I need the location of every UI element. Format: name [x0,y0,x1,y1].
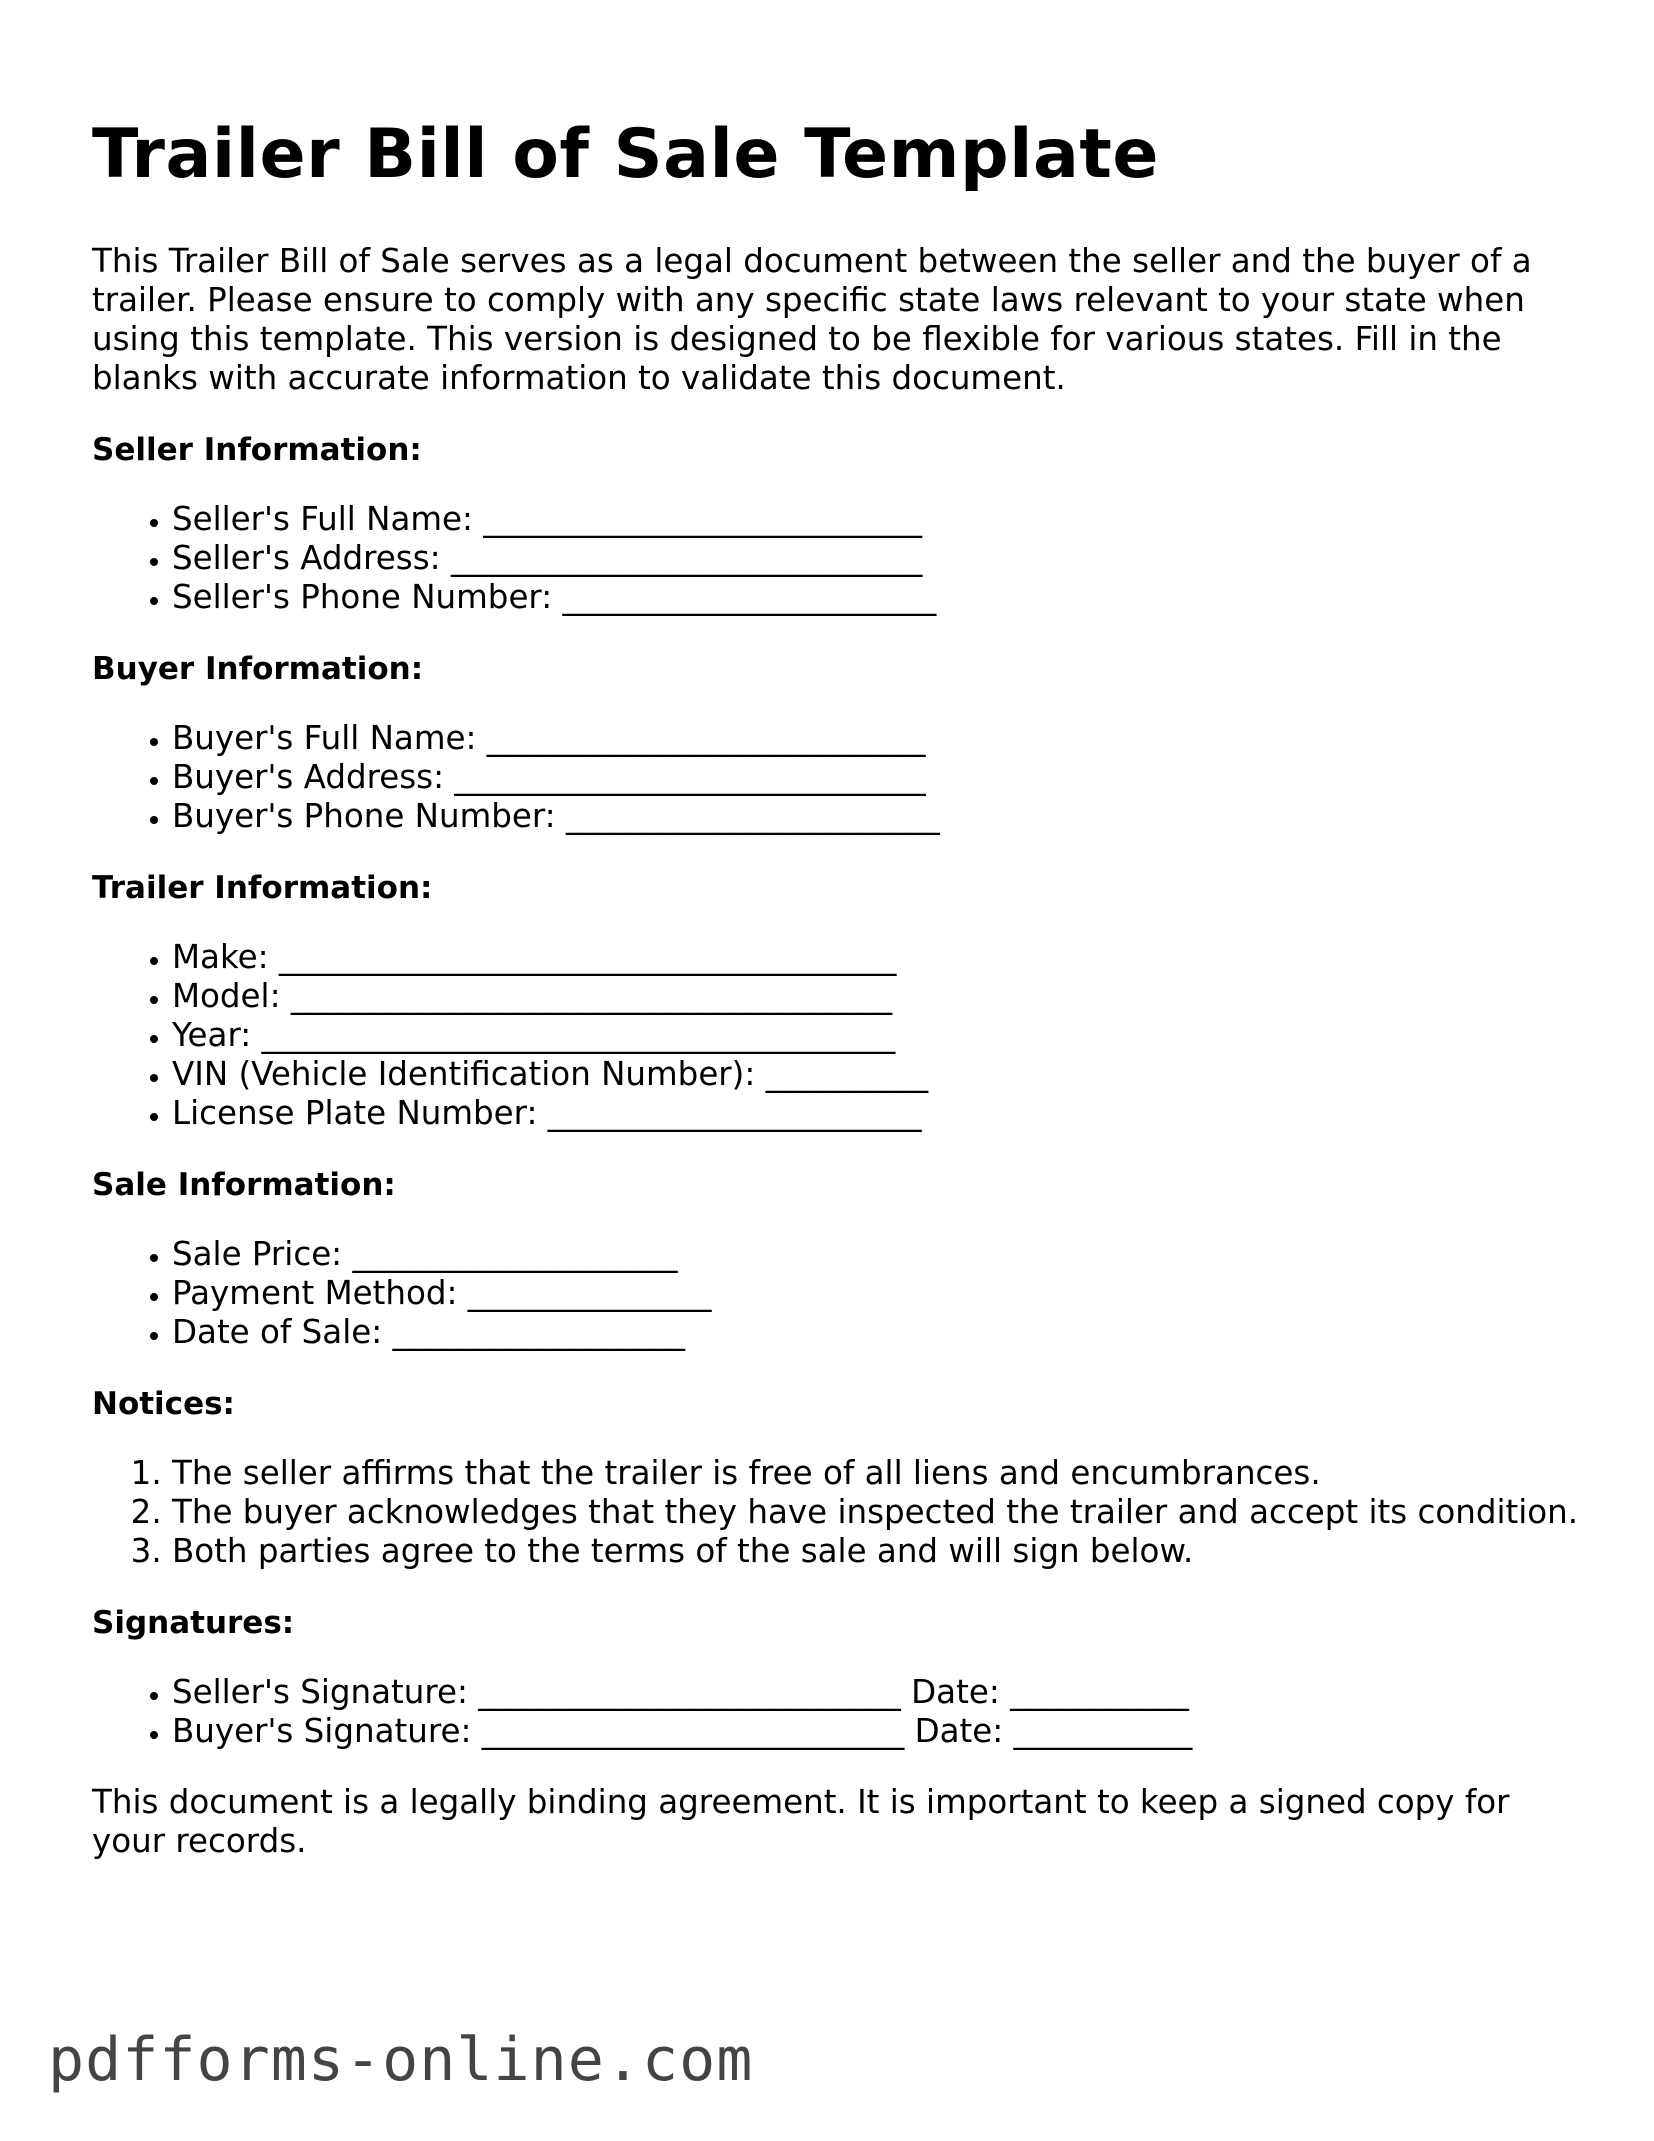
buyer-list [92,719,1592,836]
payment-method-field[interactable]: • Payment Method: _______________ [172,1274,1592,1313]
trailer-license-plate-field[interactable]: • License Plate Number: _______________________ [172,1094,1592,1133]
trailer-list [92,938,1592,1133]
notice-item: 1. The seller affirms that the trailer is free of all liens and encumbrances. [172,1454,1592,1493]
seller-full-name-field[interactable]: • Seller's Full Name: ___________________________ [172,500,1592,539]
intro-paragraph: This Trailer Bill of Sale serves as a legal document between the seller and the buyer of a trailer. Please ensure to comply with any specific state laws relevant to your state when using this template. This version is designed to be flexible for various states. Fill in the blanks with accurate information to validate this document. [92,242,1532,397]
trailer-make-field[interactable]: • Make: ______________________________________ [172,938,1592,977]
signatures-list [92,1673,1592,1751]
seller-heading: Seller Information: [92,432,422,468]
seller-signature-field[interactable]: • Seller's Signature: __________________________ Date: ___________ [172,1673,1592,1712]
notice-item: 3. Both parties agree to the terms of the sale and will sign below. [172,1532,1592,1571]
buyer-phone-field[interactable]: • Buyer's Phone Number: _______________________ [172,797,1592,836]
notices-heading: Notices: [92,1386,235,1422]
buyer-signature-field[interactable]: • Buyer's Signature: __________________________ Date: ___________ [172,1712,1592,1751]
document-page [92,110,1592,1861]
trailer-heading: Trailer Information: [92,870,433,906]
trailer-vin-field[interactable]: • VIN (Vehicle Identification Number): __________ [172,1055,1592,1094]
buyer-heading: Buyer Information: [92,651,424,687]
notice-item: 2. The buyer acknowledges that they have inspected the trailer and accept its condition. [172,1493,1592,1532]
seller-address-field[interactable]: • Seller's Address: _____________________________ [172,539,1592,578]
buyer-full-name-field[interactable]: • Buyer's Full Name: ___________________________ [172,719,1592,758]
buyer-address-field[interactable]: • Buyer's Address: _____________________________ [172,758,1592,797]
sale-price-field[interactable]: • Sale Price: ____________________ [172,1235,1592,1274]
trailer-year-field[interactable]: • Year: _______________________________________ [172,1016,1592,1055]
notices-list [92,1454,1592,1571]
seller-phone-field[interactable]: • Seller's Phone Number: _______________________ [172,578,1592,617]
sale-list [92,1235,1592,1352]
watermark: pdfforms-online.com [48,2025,754,2095]
closing-paragraph: This document is a legally binding agreement. It is important to keep a signed copy for your records. [92,1783,1510,1860]
signatures-heading: Signatures: [92,1605,295,1641]
trailer-model-field[interactable]: • Model: _____________________________________ [172,977,1592,1016]
document-title: Trailer Bill of Sale Template [92,115,1159,194]
seller-list [92,500,1592,617]
date-of-sale-field[interactable]: • Date of Sale: __________________ [172,1313,1592,1352]
sale-heading: Sale Information: [92,1167,396,1203]
